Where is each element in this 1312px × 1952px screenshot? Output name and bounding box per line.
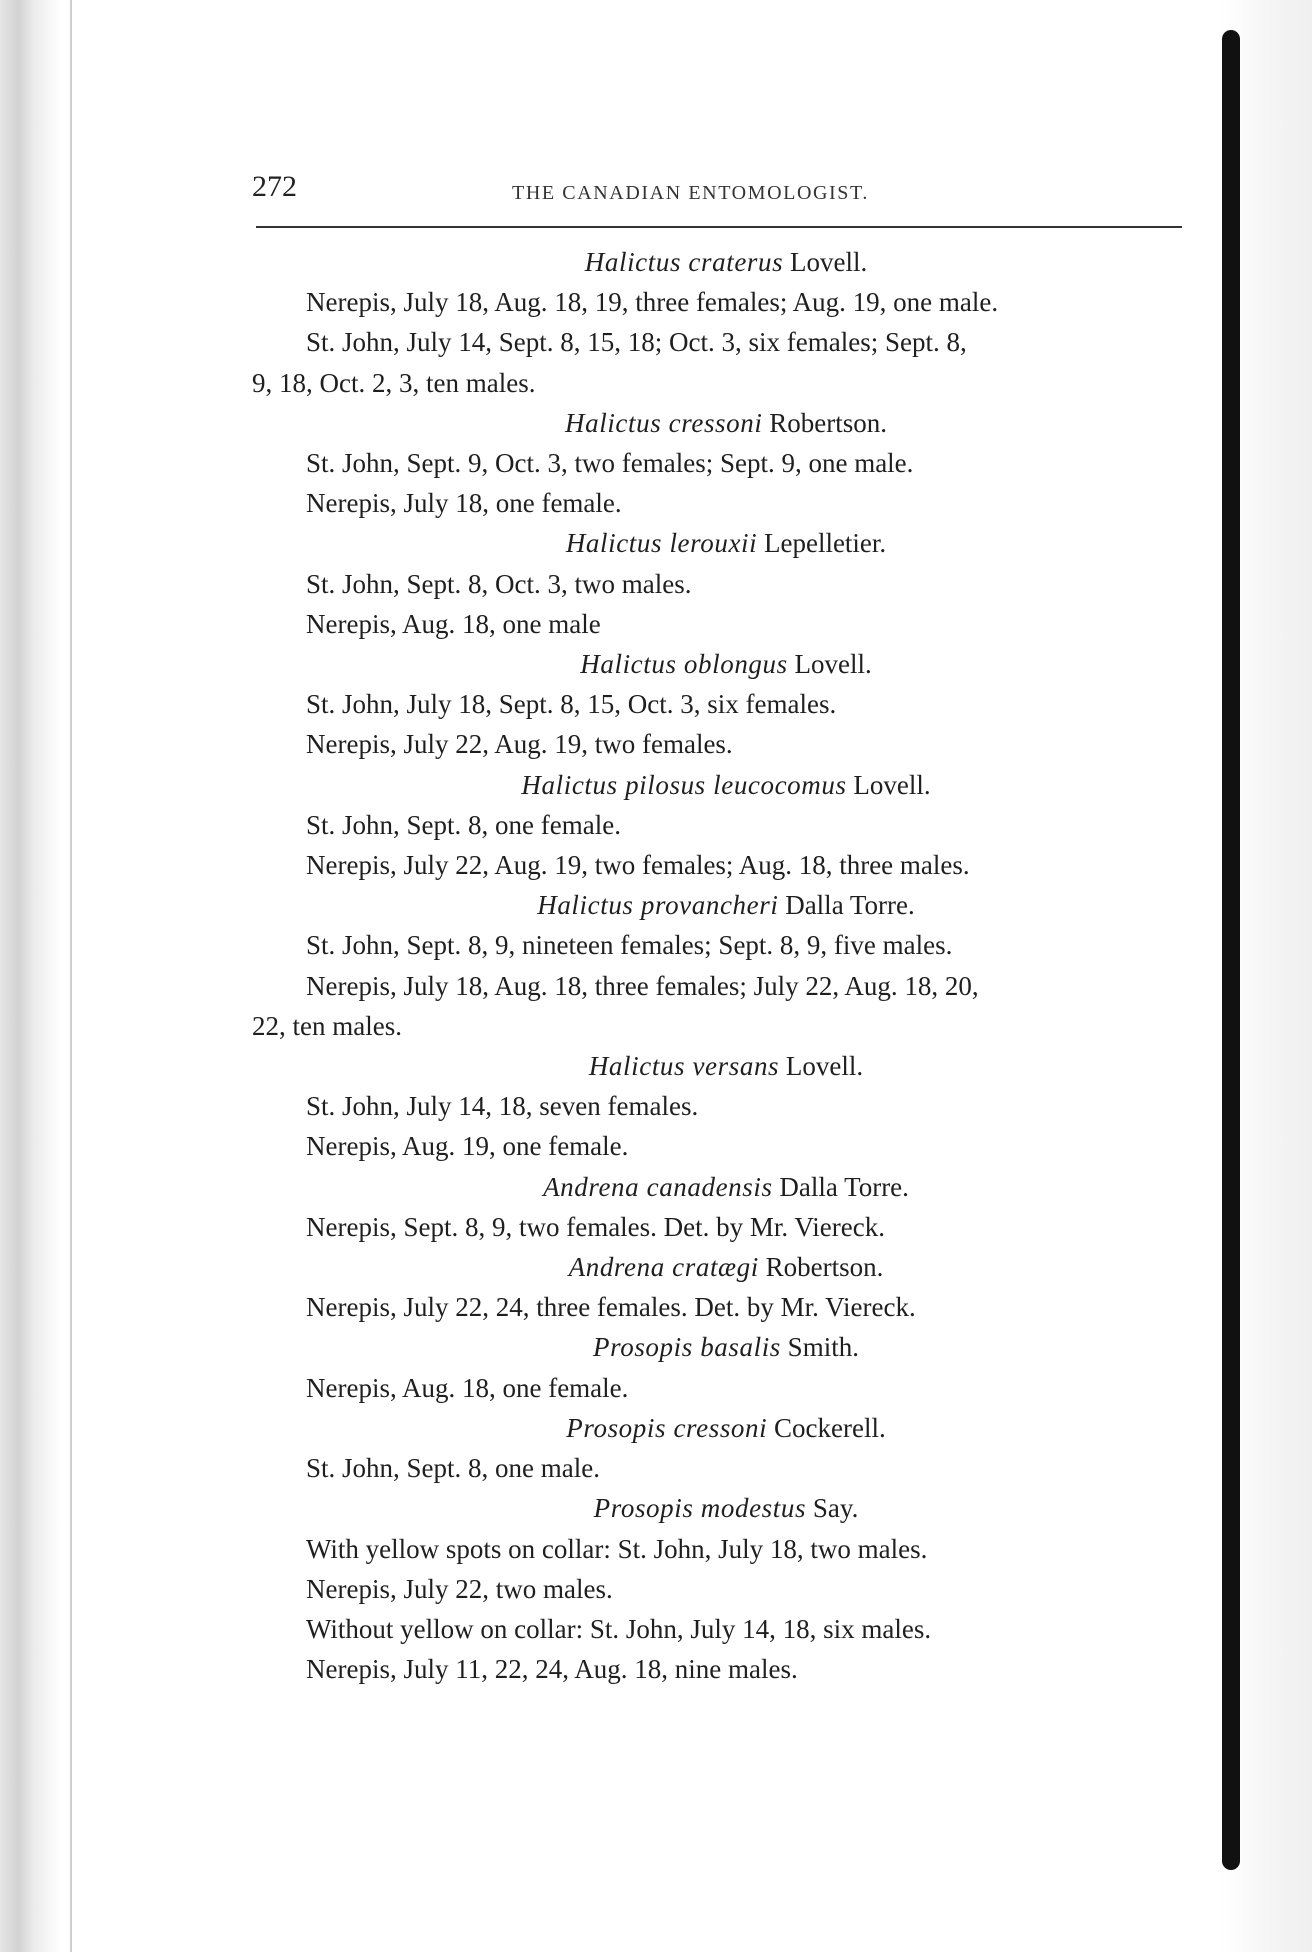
- species-heading: [240, 523, 1190, 563]
- record-line: Nerepis, July 18, Aug. 18, three females; July 22, Aug. 18, 20,: [306, 970, 979, 1001]
- record-line: Nerepis, July 22, two males.: [306, 1573, 613, 1604]
- species-name: Halictus craterus: [584, 247, 784, 277]
- record-line: St. John, Sept. 8, one female.: [306, 809, 621, 840]
- page-number: 272: [252, 170, 297, 203]
- species-name: Halictus pilosus leucocomus: [521, 769, 847, 800]
- species-author: Lepelletier.: [763, 528, 887, 559]
- species-heading: [240, 885, 1190, 925]
- record-line: Nerepis, July 22, Aug. 19, two females.: [306, 729, 733, 760]
- species-name: Halictus provancheri: [537, 890, 779, 921]
- species-name: Prosopis basalis: [593, 1332, 781, 1363]
- record-line: Nerepis, July 11, 22, 24, Aug. 18, nine males.: [306, 1654, 798, 1685]
- record-line: St. John, Sept. 8, Oct. 3, two males.: [306, 568, 692, 599]
- record-line: St. John, July 18, Sept. 8, 15, Oct. 3, six females.: [306, 689, 837, 720]
- species-heading: [240, 1167, 1190, 1207]
- record-line: Nerepis, Aug. 18, one male: [306, 608, 601, 639]
- species-heading: [240, 1327, 1190, 1367]
- record-line: Without yellow on collar: St. John, July 14, 18, six males.: [306, 1613, 932, 1644]
- species-heading: [240, 242, 1190, 282]
- species-list: [240, 242, 1190, 1689]
- species-heading: [240, 403, 1190, 443]
- record-line: Nerepis, Aug. 19, one female.: [306, 1131, 629, 1162]
- species-name: Andrena canadensis: [543, 1171, 773, 1202]
- running-title: THE CANADIAN ENTOMOLOGIST.: [512, 182, 869, 204]
- species-name: Prosopis modestus: [593, 1493, 807, 1524]
- species-name: Halictus oblongus: [580, 649, 788, 680]
- running-header: [252, 170, 1182, 218]
- binding-edge: [70, 0, 72, 1952]
- record-line: St. John, July 14, 18, seven females.: [306, 1091, 699, 1122]
- species-author: Dalla Torre.: [779, 1171, 909, 1202]
- record-line: Nerepis, Aug. 18, one female.: [306, 1372, 629, 1403]
- record-line: St. John, Sept. 9, Oct. 3, two females; Sept. 9, one male.: [306, 448, 914, 479]
- species-name: Prosopis cressoni: [566, 1412, 768, 1443]
- species-heading: [240, 765, 1190, 805]
- record-continuation: 22, ten males.: [252, 1010, 402, 1041]
- record-line: Nerepis, Sept. 8, 9, two females. Det. by Mr. Viereck.: [306, 1211, 885, 1242]
- record-line: St. John, Sept. 8, 9, nineteen females; Sept. 8, 9, five males.: [306, 930, 953, 961]
- species-heading: [240, 1408, 1190, 1448]
- species-heading: [240, 644, 1190, 684]
- record-line: Nerepis, July 22, Aug. 19, two females; Aug. 18, three males.: [306, 850, 970, 881]
- species-heading: [240, 1247, 1190, 1287]
- species-author: Robertson.: [765, 1252, 884, 1283]
- record-line: With yellow spots on collar: St. John, July 18, two males.: [306, 1533, 928, 1564]
- header-rule: [256, 226, 1182, 228]
- species-heading: [240, 1488, 1190, 1528]
- species-author: Lovell.: [785, 1051, 864, 1082]
- species-author: Robertson.: [769, 407, 887, 438]
- species-author: Dalla Torre.: [785, 890, 915, 921]
- record-line: St. John, July 14, Sept. 8, 15, 18; Oct. 3, six females; Sept. 8,: [306, 327, 967, 358]
- species-author: Say.: [812, 1493, 859, 1524]
- record-line: Nerepis, July 22, 24, three females. Det. by Mr. Viereck.: [306, 1292, 916, 1323]
- species-heading: [240, 1046, 1190, 1086]
- species-name: Andrena cratægi: [568, 1252, 759, 1283]
- species-author: Lovell.: [794, 649, 872, 680]
- record-line: Nerepis, July 18, Aug. 18, 19, three females; Aug. 19, one male.: [306, 287, 999, 318]
- record-line: St. John, Sept. 8, one male.: [306, 1453, 600, 1484]
- species-author: Cockerell.: [774, 1412, 886, 1443]
- record-continuation: 9, 18, Oct. 2, 3, ten males.: [252, 367, 536, 398]
- species-author: Lovell.: [789, 247, 868, 277]
- scan-shadow-left: [0, 0, 62, 1952]
- species-author: Lovell.: [853, 769, 931, 800]
- species-name: Halictus versans: [588, 1051, 780, 1082]
- species-author: Smith.: [787, 1332, 859, 1363]
- species-name: Halictus cressoni: [565, 407, 763, 438]
- record-line: Nerepis, July 18, one female.: [306, 488, 622, 519]
- page-edge-bar: [1222, 30, 1240, 1870]
- species-name: Halictus lerouxii: [565, 528, 758, 559]
